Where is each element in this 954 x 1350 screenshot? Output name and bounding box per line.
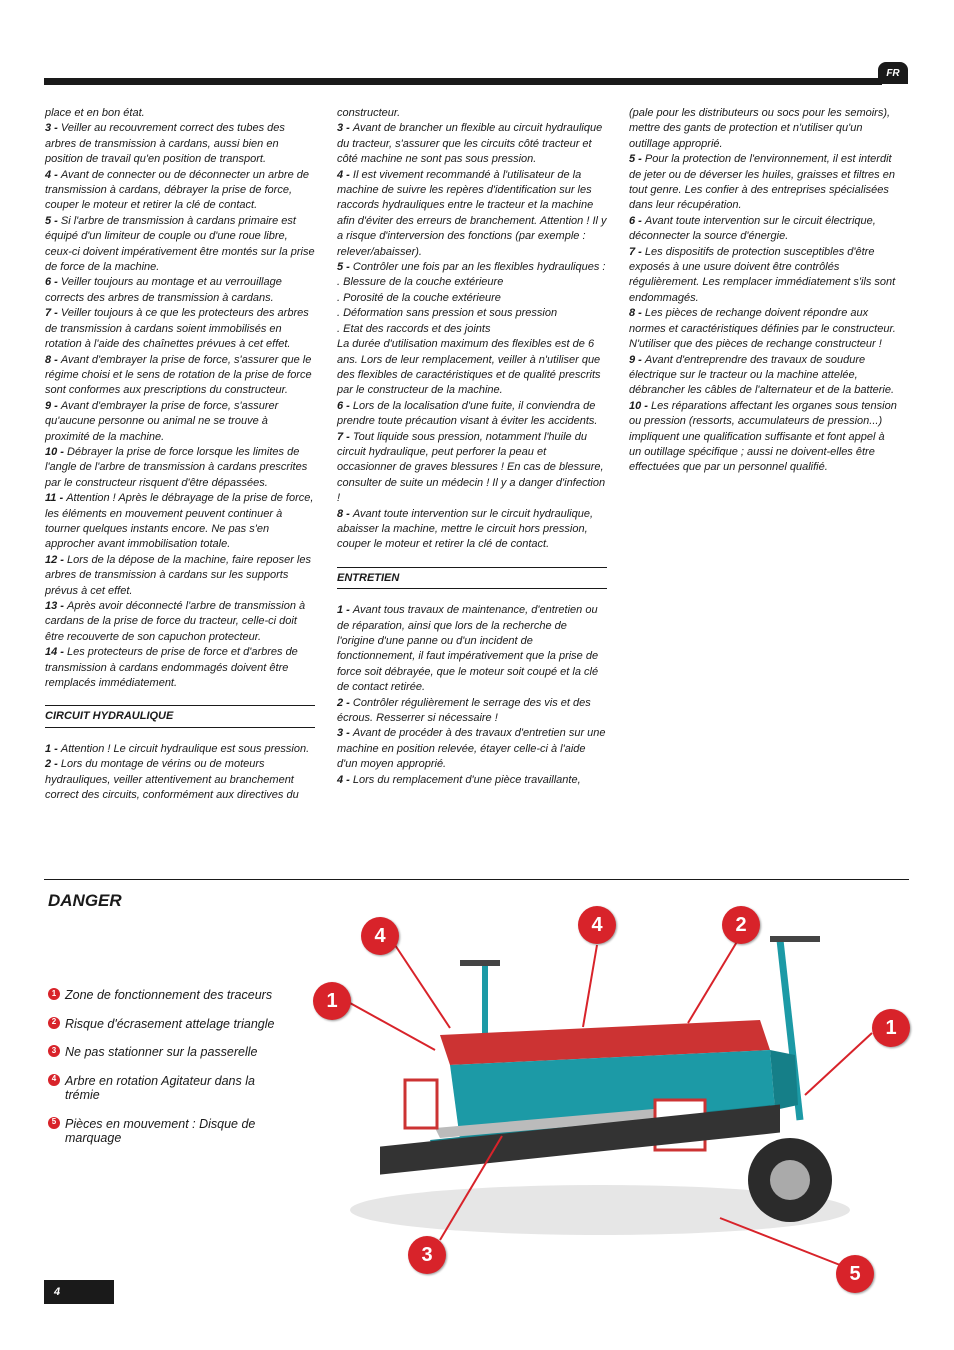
paragraph: 14 - Les protecteurs de prise de force et d'arbres de transmission à cardans endommagés doivent être remplacés immédiatement. xyxy=(45,646,298,690)
paragraph: 4 - Lors du remplacement d'une pièce travaillante, xyxy=(337,773,581,786)
paragraph: 12 - Lors de la dépose de la machine, faire reposer les arbres de transmission à cardans sur les supports prévus à cet effet. xyxy=(45,553,311,597)
paragraph: 7 - Les dispositifs de protection susceptibles d'être exposés à une usure doivent être contrôlés régulièrement. Les remplacer immédiatement s'ils sont endommagés. xyxy=(629,245,896,304)
callout-badge-5: 5 xyxy=(836,1255,874,1293)
legend-number-badge: 4 xyxy=(48,1074,60,1086)
legend-text: Ne pas stationner sur la passerelle xyxy=(65,1045,258,1059)
legend-number-badge: 1 xyxy=(48,988,60,1000)
list-item: . Blessure de la couche extérieure xyxy=(337,276,504,289)
legend-text: Zone de fonctionnement des traceurs xyxy=(65,988,273,1002)
paragraph: 8 - Les pièces de rechange doivent répondre aux normes et caractéristiques définies par le constructeur. N'utiliser que des pièces de rechange constructeur ! xyxy=(629,307,896,351)
section-divider xyxy=(44,879,909,880)
text-column-2 xyxy=(337,106,607,788)
paragraph: 4 - Il est vivement recommandé à l'utilisateur de la machine de suivre les repères d'identification sur les raccords hydrauliques entre le tracteur et la machine afin d'éviter des erreurs de branchement. Attention ! Il y a risque d'interversion des fonctions (par exemple : relever/abaisser). xyxy=(337,168,607,258)
paragraph: 10 - Débrayer la prise de force lorsque les limites de l'angle de l'arbre de transmission à cardans prescrites par le constructeur risquent d'être dépassées. xyxy=(45,445,308,489)
paragraph: 4 - Avant de connecter ou de déconnecter un arbre de transmission à cardans, débrayer la prise de force, couper le moteur et retirer la clé de contact. xyxy=(45,168,309,212)
wheel-hub xyxy=(770,1160,810,1200)
paragraph: 5 - Contrôler une fois par an les flexibles hydrauliques : xyxy=(337,261,606,274)
paragraph: 7 - Tout liquide sous pression, notamment l'huile du circuit hydraulique, peut perforer la peau et occasionner de graves blessures ! En cas de blessure, consulter de suite un médecin ! Il y a danger d'infection ! xyxy=(337,430,606,505)
paragraph: (pale pour les distributeurs ou socs pour les semoirs), mettre des gants de protection et n'utiliser qu'un outillage approprié. xyxy=(629,107,891,150)
section-title-hydraulic: CIRCUIT HYDRAULIQUE xyxy=(45,705,315,727)
paragraph: 6 - Avant toute intervention sur le circuit électrique, déconnecter la source d'énergie. xyxy=(629,214,876,243)
callout-badge-2: 2 xyxy=(722,906,760,944)
callout-badge-4: 4 xyxy=(578,906,616,944)
seed-drill-illustration xyxy=(300,900,900,1290)
paragraph: place et en bon état. xyxy=(45,107,145,119)
paragraph: 1 - Attention ! Le circuit hydraulique est sous pression. xyxy=(45,742,310,755)
paragraph: La durée d'utilisation maximum des flexibles est de 6 ans. Lors de leur remplacement, veiller à n'utiliser que des flexibles de caractéristiques et de qualité prescrits par le constructeur de la machine. xyxy=(337,338,601,397)
paragraph: 5 - Pour la protection de l'environnement, il est interdit de jeter ou de déverser les huiles, graisses et filtres en tout genre. Les confier à des entreprises spécialisées dans leur récupération. xyxy=(629,153,895,212)
callout-badge-1: 1 xyxy=(872,1009,910,1047)
legend-text: Pièces en mouvement : Disque de marquage xyxy=(65,1116,256,1145)
danger-legend xyxy=(48,988,288,1160)
paragraph: 6 - Veiller toujours au montage et au verrouillage corrects des arbres de transmission à cardans. xyxy=(45,276,282,304)
marker-disc-left xyxy=(460,960,500,966)
callout-badge-1: 1 xyxy=(313,982,351,1020)
page-number: 4 xyxy=(44,1280,114,1304)
paragraph: 13 - Après avoir déconnecté l'arbre de transmission à cardans de la prise de force du tracteur, celle-ci doit être recouverte de son capuchon protecteur. xyxy=(45,600,306,643)
legend-item xyxy=(48,1117,288,1146)
paragraph: 2 - Lors du montage de vérins ou de moteurs hydrauliques, veiller attentivement au branchement correct des circuits, conformément aux directives du xyxy=(45,758,299,802)
legend-item xyxy=(48,1074,288,1103)
paragraph: 9 - Avant d'entreprendre des travaux de soudure électrique sur le tracteur ou la machine attelée, débrancher les câbles de l'alternateur et de la batterie. xyxy=(629,353,895,397)
legend-number-badge: 2 xyxy=(48,1017,60,1029)
text-column-1 xyxy=(45,106,315,803)
paragraph: 10 - Les réparations affectant les organes sous tension ou pression (ressorts, accumulateurs de pression...) impliquent une qualification suffisante et font appel à un outillage spécifique ; aussi ne doivent-elles être effectuées que par un personnel qualifié. xyxy=(629,399,897,474)
paragraph: 9 - Avant d'embrayer la prise de force, s'assurer qu'aucune personne ou animal ne se trouve à proximité de la machine. xyxy=(45,399,279,443)
paragraph: 5 - Si l'arbre de transmission à cardans primaire est équipé d'un limiteur de couple ou d'une roue libre, ceux-ci doivent impérativement être montés sur la prise de force de la machine. xyxy=(45,214,315,274)
legend-text: Arbre en rotation Agitateur dans la trémie xyxy=(65,1073,255,1102)
paragraph: 3 - Avant de brancher un flexible au circuit hydraulique du tracteur, s'assurer que les circuits côté tracteur et côté machine ne sont pas sous pression. xyxy=(337,122,603,166)
list-item: . Etat des raccords et des joints xyxy=(337,322,491,335)
danger-title: DANGER xyxy=(48,891,122,910)
paragraph: constructeur. xyxy=(337,107,401,119)
text-column-3 xyxy=(629,106,899,476)
paragraph: 8 - Avant toute intervention sur le circuit hydraulique, abaisser la machine, mettre le circuit hors pression, couper le moteur et retirer la clé de contact. xyxy=(337,507,594,551)
legend-text: Risque d'écrasement attelage triangle xyxy=(65,1016,275,1031)
paragraph: 8 - Avant d'embrayer la prise de force, s'assurer que le régime choisi et le sens de rotation de la prise de force sont conformes aux prescriptions du constructeur. xyxy=(45,353,312,397)
legend-item xyxy=(48,1045,288,1060)
section-title-maintenance: ENTRETIEN xyxy=(337,567,607,589)
paragraph: 1 - Avant tous travaux de maintenance, d'entretien ou de réparation, ainsi que lors de la recherche de l'origine d'une panne ou d'un incident de fonctionnement, il faut impérativement que la prise de force soit débrayée, que le moteur soit coupé et la clé de contact retirée. xyxy=(337,604,599,694)
legend-item xyxy=(48,1017,288,1032)
paragraph: 3 - Veiller au recouvrement correct des tubes des arbres de transmission à cardans, aussi bien en position de travail qu'en position de transport. xyxy=(45,122,285,166)
marker-disc-right xyxy=(770,936,820,942)
legend-number-badge: 3 xyxy=(48,1045,60,1057)
callout-badge-4: 4 xyxy=(361,917,399,955)
paragraph: 2 - Contrôler régulièrement le serrage des vis et des écrous. Resserrer si nécessaire ! xyxy=(337,696,591,725)
paragraph: 3 - Avant de procéder à des travaux d'entretien sur une machine en position relevée, étayer celle-ci à l'aide d'un moyen approprié. xyxy=(337,727,606,771)
warning-panel-left xyxy=(405,1080,437,1128)
list-item: . Déformation sans pression et sous pression xyxy=(337,307,558,320)
paragraph: 6 - Lors de la localisation d'une fuite, il conviendra de prendre toute précaution visant à éviter les accidents. xyxy=(337,399,598,428)
paragraph: 7 - Veiller toujours à ce que les protecteurs des arbres de transmission à cardans soient immobilisés en rotation à l'aide des chaînettes prévues à cet effet. xyxy=(45,307,309,351)
legend-number-badge: 5 xyxy=(48,1117,60,1129)
legend-item xyxy=(48,988,288,1003)
callout-badge-3: 3 xyxy=(408,1236,446,1274)
list-item: . Porosité de la couche extérieure xyxy=(337,291,501,304)
header-rule xyxy=(44,78,882,85)
language-badge: FR xyxy=(878,62,908,84)
paragraph: 11 - Attention ! Après le débrayage de la prise de force, les éléments en mouvement peuvent continuer à tourner quelques instants encore. Ne pas s'en approcher avant immobilisation totale. xyxy=(45,492,314,551)
